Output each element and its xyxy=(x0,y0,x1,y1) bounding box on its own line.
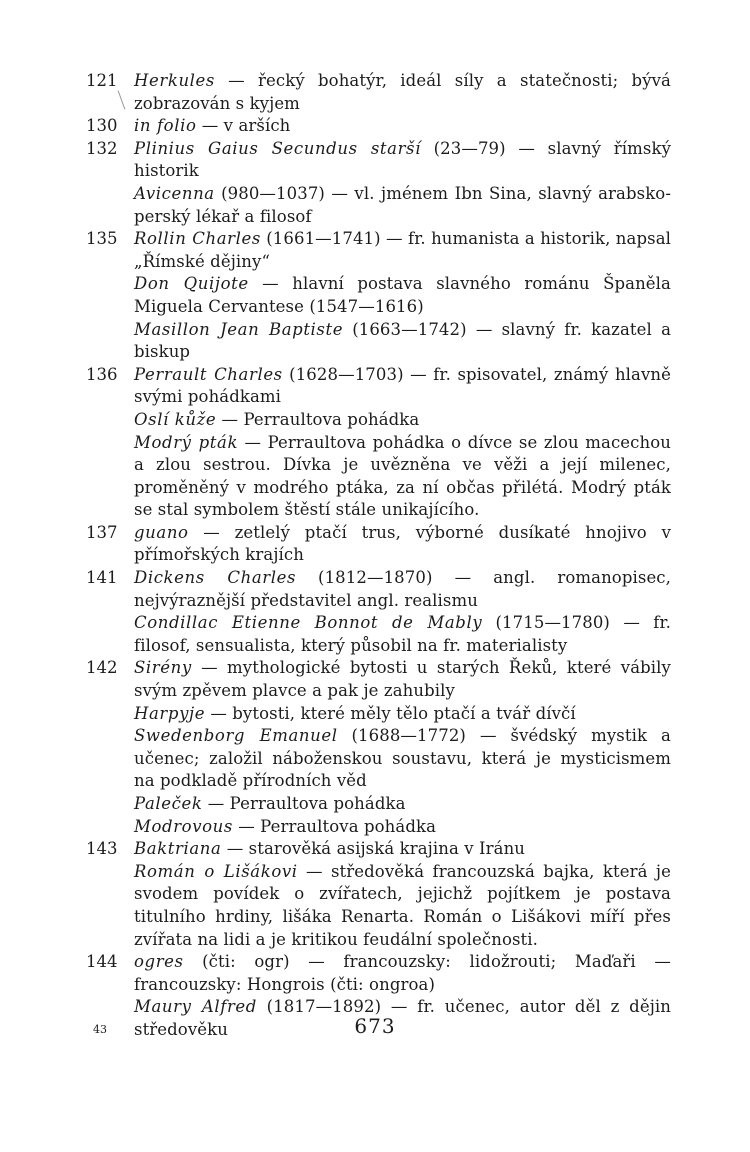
page-reference-number: 132 xyxy=(86,138,118,158)
note-entry xyxy=(0,115,750,138)
note-definition: — Perraultova pohádka xyxy=(221,409,420,429)
note-item xyxy=(0,273,671,318)
note-definition: — Perraultova pohádka xyxy=(238,816,437,836)
note-definition: (1628—1703) — fr. spisovatel, známý hlavně svými pohádkami xyxy=(134,364,672,407)
page-reference-number: 130 xyxy=(86,116,118,136)
note-definition: (980—1037) — vl. jménem Ibn Sina, slavný arabsko-perský lékař a filosof xyxy=(134,183,672,226)
page-reference-number: 141 xyxy=(86,568,118,588)
note-entry xyxy=(0,522,750,567)
note-term: ogres xyxy=(134,952,184,972)
note-definition: (čti: ogr) — francouzsky: lidožrouti; Maďaři — francouzsky: Hongrois (čti: ongroa) xyxy=(134,952,671,994)
page-reference-number: 144 xyxy=(86,952,118,972)
note-definition: — Perraultova pohádka o dívce se zlou macechou a zlou sestrou. Dívka je uvězněna ve věži a její milenec, proměněný v modrého ptáka, za ní občas přilétá. Modrý pták se stal symbolem štěstí stále unikajícího. xyxy=(134,432,671,520)
note-term: Oslí kůže xyxy=(134,409,217,429)
notes-list xyxy=(0,70,750,1042)
note-item xyxy=(0,725,671,793)
note-term: Baktriana xyxy=(134,839,222,859)
note-term: Swedenborg Emanuel xyxy=(134,726,338,746)
note-definition: (1817—1892) — fr. učenec, autor děl z dějin středověku xyxy=(134,997,672,1039)
note-term: Don Quijote xyxy=(134,274,249,294)
note-term: Avicenna xyxy=(134,183,215,203)
note-term: Modrovous xyxy=(134,816,233,836)
note-entry xyxy=(0,657,750,838)
page-number: 673 xyxy=(354,1014,396,1038)
note-term: Rollin Charles xyxy=(134,229,261,249)
note-definition: — starověká asijská krajina v Iránu xyxy=(226,839,526,859)
note-entry xyxy=(0,70,750,115)
note-item xyxy=(0,816,671,839)
page-reference-number: 143 xyxy=(86,839,118,859)
page-reference-number: 121 xyxy=(86,71,118,90)
note-item xyxy=(0,432,671,522)
note-term: Modrý pták xyxy=(134,432,239,452)
note-term: Román o Lišákovi xyxy=(134,861,298,881)
note-item xyxy=(0,319,671,364)
note-term: Perrault Charles xyxy=(134,364,283,384)
note-definition: — v arších xyxy=(201,116,291,136)
note-term: Paleček xyxy=(134,794,203,813)
note-term: guano xyxy=(134,522,189,542)
note-item xyxy=(0,703,671,726)
note-entry xyxy=(0,364,750,522)
note-item xyxy=(0,409,671,432)
note-term: Maury Alfred xyxy=(134,997,257,1017)
note-term: Condillac Etienne Bonnot de Mably xyxy=(134,613,483,633)
note-term: Harpyje xyxy=(134,703,206,723)
note-entry xyxy=(0,138,750,228)
page-reference-number: 142 xyxy=(86,658,118,678)
note-definition: (23—79) — slavný římský historik xyxy=(134,138,671,181)
note-item xyxy=(0,183,671,228)
note-definition: — středověká francouzská bajka, která je svodem povídek o zvířatech, jejichž pojítkem je postava titulního hrdiny, lišáka Renarta. Román o Lišákovi míří přes zvířata na lidi a je kritikou feudální společnosti. xyxy=(134,861,672,949)
page-reference-number: 135 xyxy=(86,229,118,249)
note-definition: — Perraultova pohádka xyxy=(207,794,406,813)
note-definition: — řecký bohatýr, ideál síly a statečnosti; bývá zobrazován s kyjem xyxy=(134,71,671,113)
note-entry xyxy=(0,567,750,657)
note-term: Sirény xyxy=(134,658,192,678)
signature-mark: 43 xyxy=(93,1023,107,1036)
note-term: in folio xyxy=(134,116,197,136)
note-item xyxy=(0,793,671,816)
note-definition: (1661—1741) — fr. humanista a historik, napsal „Římské dějiny“ xyxy=(134,229,672,271)
note-term: Herkules xyxy=(134,71,215,90)
page-reference-number: 136 xyxy=(86,364,118,384)
note-term: Masillon Jean Baptiste xyxy=(134,319,344,339)
note-definition: — mythologické bytosti u starých Řeků, které vábily svým zpěvem plavce a pak je zahubily xyxy=(134,658,671,701)
note-definition: (1688—1772) — švédský mystik a učenec; založil náboženskou soustavu, která je mysticismem na podkladě přírodních věd xyxy=(134,726,671,791)
note-entry xyxy=(0,228,750,364)
note-term: Plinius Gaius Secundus starší xyxy=(134,138,422,158)
note-item xyxy=(0,612,671,657)
note-definition: — bytosti, které měly tělo ptačí a tvář dívčí xyxy=(210,703,576,723)
note-entry xyxy=(0,838,750,951)
note-definition: (1715—1780) — fr. filosof, sensualista, který působil na fr. materialisty xyxy=(134,613,671,655)
note-term: Dickens Charles xyxy=(134,568,297,588)
note-definition: (1812—1870) — angl. romanopisec, nejvýraznější představitel angl. realismu xyxy=(134,568,671,610)
note-definition: — hlavní postava slavného románu Španěla Miguela Cervantese (1547—1616) xyxy=(134,274,671,316)
note-definition: — zetlelý ptačí trus, výborné dusíkaté hnojivo v přímořských krajích xyxy=(134,522,671,565)
note-definition: (1663—1742) — slavný fr. kazatel a biskup xyxy=(134,319,672,362)
page-reference-number: 137 xyxy=(86,522,118,542)
note-item xyxy=(0,861,671,951)
